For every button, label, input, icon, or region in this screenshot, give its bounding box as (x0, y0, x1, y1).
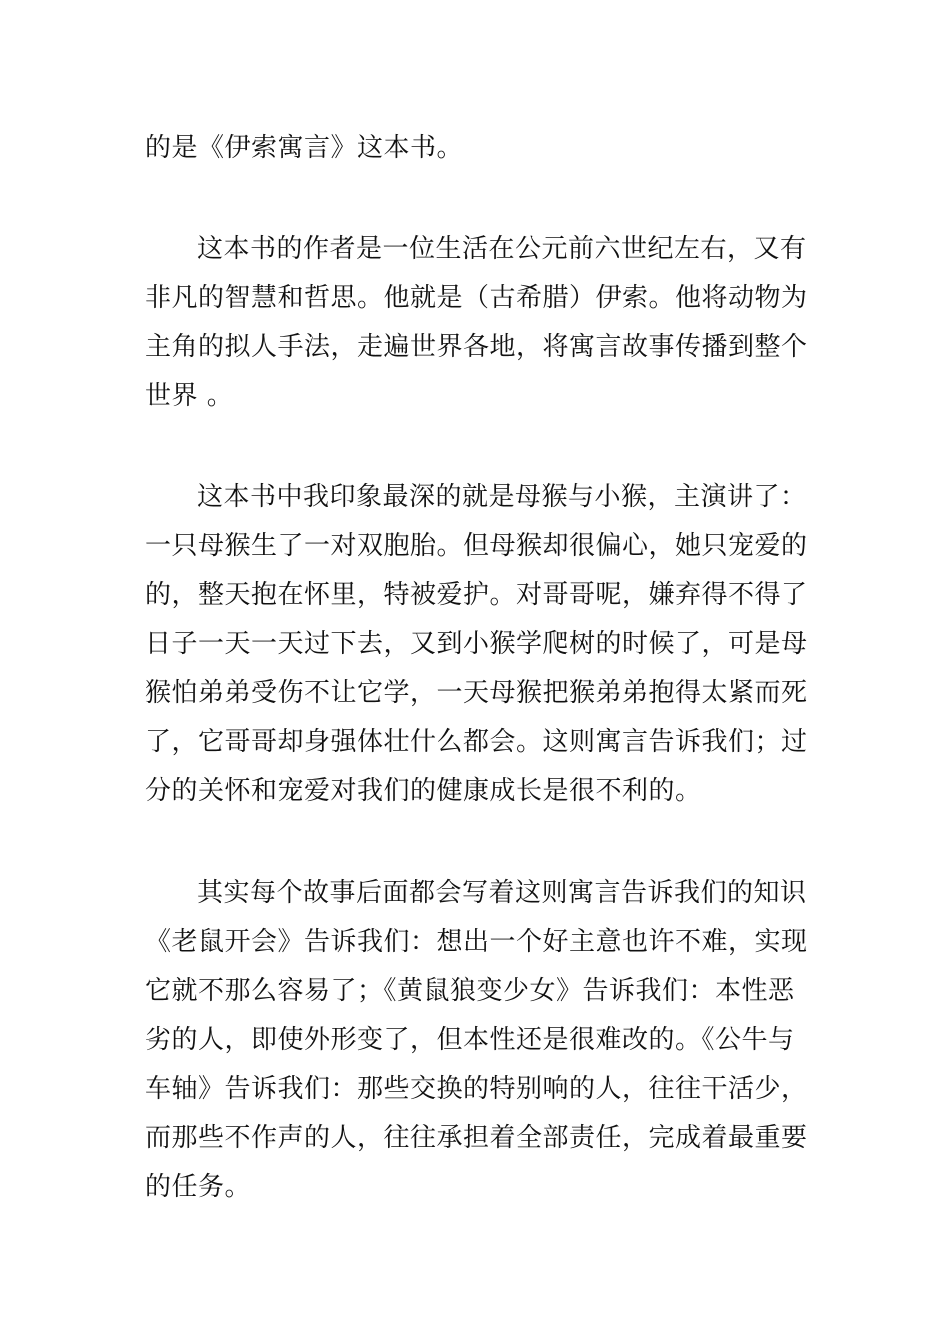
text-line: 日子一天一天过下去，又到小猴学爬树的时候了，可是母 (145, 629, 808, 659)
text-line: 劣的人，即使外形变了，但本性还是很难改的。《公牛与 (145, 1025, 795, 1055)
text-line: 的任务。 (145, 1172, 252, 1202)
text-line: 一只母猴生了一对双胞胎。但母猴却很偏心，她只宠爱的 (145, 531, 808, 561)
text-line: 这本书中我印象最深的就是母猴与小猴，主演讲了： (197, 482, 807, 512)
text-line: 猴怕弟弟受伤不让它学，一天母猴把猴弟弟抱得太紧而死 (145, 678, 808, 708)
paragraph-continuation (145, 124, 810, 173)
paragraph-monkey-story (145, 473, 810, 816)
text-line: 了，它哥哥却身强体壮什么都会。这则寓言告诉我们；过 (145, 727, 808, 757)
text-line: 主角的拟人手法，走遍世界各地，将寓言故事传播到整个 (145, 332, 808, 362)
text-line: 它就不那么容易了；《黄鼠狼变少女》告诉我们：本性恶 (145, 976, 795, 1006)
paragraph-author (145, 225, 810, 421)
text-line: 《老鼠开会》告诉我们：想出一个好主意也许不难，实现 (145, 927, 808, 957)
paragraph-morals (145, 869, 810, 1212)
text-line: 车轴》告诉我们：那些交换的特别响的人，往往干活少， (145, 1074, 808, 1104)
text-line: 的是《伊索寓言》这本书。 (145, 133, 464, 163)
text-line: 非凡的智慧和哲思。他就是（古希腊）伊索。他将动物为 (145, 283, 808, 313)
text-line: 这本书的作者是一位生活在公元前六世纪左右，又有 (197, 234, 807, 264)
text-line: 世界 。 (145, 381, 234, 411)
text-line: 其实每个故事后面都会写着这则寓言告诉我们的知识 (197, 878, 807, 908)
text-line: 分的关怀和宠爱对我们的健康成长是很不利的。 (145, 776, 702, 806)
text-line: 的，整天抱在怀里，特被爱护。对哥哥呢，嫌弃得不得了 (145, 580, 808, 610)
text-line: 而那些不作声的人，往往承担着全部责任，完成着最重要 (145, 1123, 808, 1153)
